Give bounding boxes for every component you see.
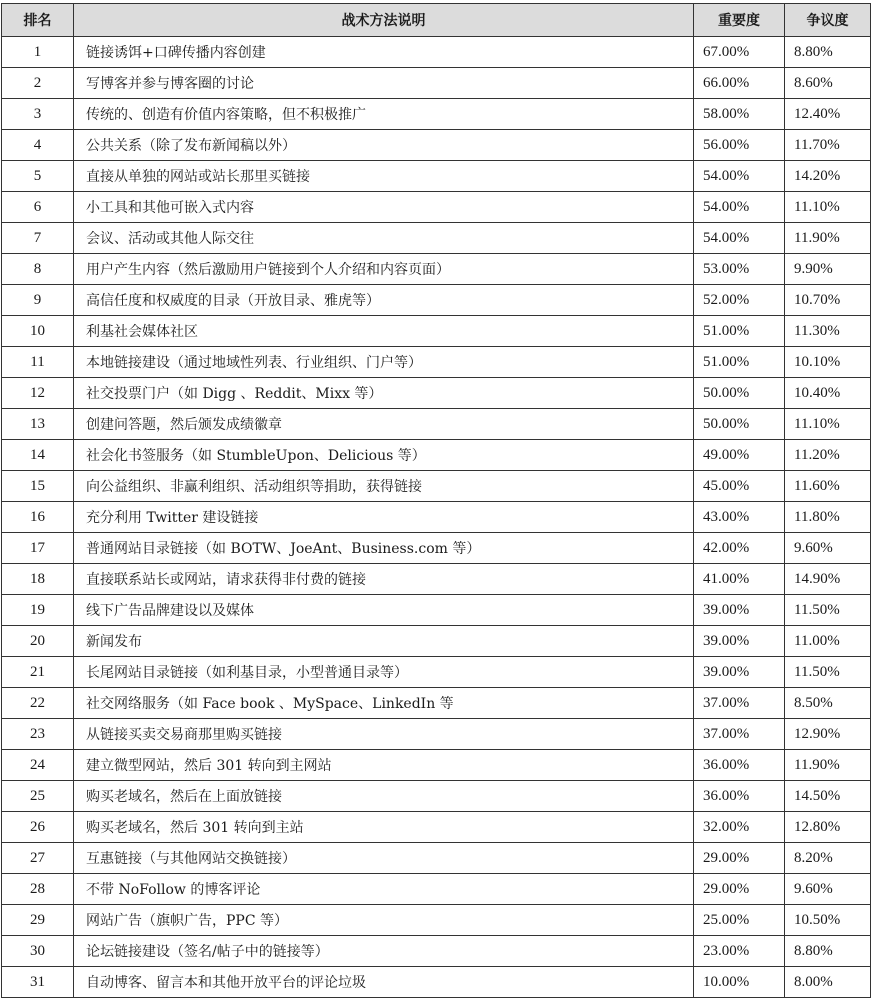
table-row [2,750,871,781]
method-cell: 传统的、创造有价值内容策略，但不积极推广 [74,99,694,130]
table-row [2,161,871,192]
controversy-cell: 11.80% [785,502,871,533]
ranking-table [1,3,871,998]
importance-cell: 10.00% [694,967,785,998]
rank-cell: 27 [2,843,74,874]
method-cell: 从链接买卖交易商那里购买链接 [74,719,694,750]
method-cell: 利基社会媒体社区 [74,316,694,347]
method-cell: 高信任度和权威度的目录（开放目录、雅虎等） [74,285,694,316]
header-controversy: 争议度 [785,4,871,37]
rank-cell: 10 [2,316,74,347]
importance-cell: 49.00% [694,440,785,471]
controversy-cell: 9.60% [785,533,871,564]
table-row [2,843,871,874]
controversy-cell: 11.30% [785,316,871,347]
controversy-cell: 8.80% [785,936,871,967]
importance-cell: 45.00% [694,471,785,502]
importance-cell: 25.00% [694,905,785,936]
table-row [2,967,871,998]
rank-cell: 16 [2,502,74,533]
rank-cell: 5 [2,161,74,192]
table-row [2,719,871,750]
rank-cell: 23 [2,719,74,750]
method-cell: 论坛链接建设（签名/帖子中的链接等） [74,936,694,967]
controversy-cell: 11.10% [785,409,871,440]
method-cell: 本地链接建设（通过地域性列表、行业组织、门户等） [74,347,694,378]
table-row [2,254,871,285]
rank-cell: 6 [2,192,74,223]
method-cell: 普通网站目录链接（如 BOTW、JoeAnt、Business.com 等） [74,533,694,564]
table-row [2,99,871,130]
method-cell: 不带 NoFollow 的博客评论 [74,874,694,905]
importance-cell: 54.00% [694,161,785,192]
controversy-cell: 11.10% [785,192,871,223]
importance-cell: 36.00% [694,781,785,812]
importance-cell: 66.00% [694,68,785,99]
rank-cell: 18 [2,564,74,595]
controversy-cell: 12.40% [785,99,871,130]
controversy-cell: 11.60% [785,471,871,502]
rank-cell: 11 [2,347,74,378]
method-cell: 小工具和其他可嵌入式内容 [74,192,694,223]
controversy-cell: 11.20% [785,440,871,471]
rank-cell: 31 [2,967,74,998]
table-row [2,905,871,936]
controversy-cell: 14.90% [785,564,871,595]
method-cell: 直接从单独的网站或站长那里买链接 [74,161,694,192]
method-cell: 自动博客、留言本和其他开放平台的评论垃圾 [74,967,694,998]
controversy-cell: 11.50% [785,657,871,688]
method-cell: 向公益组织、非赢利组织、活动组织等捐助，获得链接 [74,471,694,502]
table-row [2,533,871,564]
importance-cell: 29.00% [694,874,785,905]
header-importance: 重要度 [694,4,785,37]
table-row [2,564,871,595]
method-cell: 购买老域名，然后在上面放链接 [74,781,694,812]
method-cell: 建立微型网站，然后 301 转向到主网站 [74,750,694,781]
rank-cell: 8 [2,254,74,285]
rank-cell: 13 [2,409,74,440]
rank-cell: 9 [2,285,74,316]
importance-cell: 53.00% [694,254,785,285]
importance-cell: 54.00% [694,223,785,254]
controversy-cell: 10.10% [785,347,871,378]
table-row [2,409,871,440]
controversy-cell: 12.80% [785,812,871,843]
rank-cell: 4 [2,130,74,161]
rank-cell: 12 [2,378,74,409]
method-cell: 直接联系站长或网站，请求获得非付费的链接 [74,564,694,595]
method-cell: 线下广告品牌建设以及媒体 [74,595,694,626]
table-row [2,378,871,409]
importance-cell: 56.00% [694,130,785,161]
method-cell: 购买老域名，然后 301 转向到主站 [74,812,694,843]
importance-cell: 36.00% [694,750,785,781]
rank-cell: 30 [2,936,74,967]
importance-cell: 50.00% [694,409,785,440]
importance-cell: 37.00% [694,719,785,750]
controversy-cell: 11.90% [785,750,871,781]
controversy-cell: 11.70% [785,130,871,161]
controversy-cell: 14.50% [785,781,871,812]
table-row [2,812,871,843]
table-row [2,502,871,533]
rank-cell: 17 [2,533,74,564]
table-row [2,657,871,688]
method-cell: 创建问答题，然后颁发成绩徽章 [74,409,694,440]
method-cell: 社交投票门户（如 Digg 、Reddit、Mixx 等） [74,378,694,409]
rank-cell: 24 [2,750,74,781]
controversy-cell: 11.50% [785,595,871,626]
rank-cell: 25 [2,781,74,812]
method-cell: 用户产生内容（然后激励用户链接到个人介绍和内容页面） [74,254,694,285]
table-row [2,68,871,99]
importance-cell: 52.00% [694,285,785,316]
importance-cell: 41.00% [694,564,785,595]
importance-cell: 51.00% [694,347,785,378]
method-cell: 充分利用 Twitter 建设链接 [74,502,694,533]
importance-cell: 37.00% [694,688,785,719]
table-row [2,440,871,471]
rank-cell: 2 [2,68,74,99]
importance-cell: 43.00% [694,502,785,533]
controversy-cell: 11.90% [785,223,871,254]
table-body [2,37,871,998]
rank-cell: 1 [2,37,74,68]
table-row [2,316,871,347]
controversy-cell: 9.90% [785,254,871,285]
table-row [2,595,871,626]
rank-cell: 20 [2,626,74,657]
method-cell: 长尾网站目录链接（如利基目录，小型普通目录等） [74,657,694,688]
controversy-cell: 8.80% [785,37,871,68]
rank-cell: 28 [2,874,74,905]
method-cell: 社交网络服务（如 Face book 、MySpace、LinkedIn 等 [74,688,694,719]
rank-cell: 21 [2,657,74,688]
table-row [2,936,871,967]
controversy-cell: 11.00% [785,626,871,657]
header-row [2,4,871,37]
table-row [2,688,871,719]
importance-cell: 50.00% [694,378,785,409]
importance-cell: 51.00% [694,316,785,347]
table-row [2,37,871,68]
controversy-cell: 8.60% [785,68,871,99]
controversy-cell: 8.50% [785,688,871,719]
table-row [2,223,871,254]
importance-cell: 29.00% [694,843,785,874]
controversy-cell: 8.00% [785,967,871,998]
controversy-cell: 9.60% [785,874,871,905]
importance-cell: 39.00% [694,626,785,657]
method-cell: 新闻发布 [74,626,694,657]
importance-cell: 39.00% [694,595,785,626]
method-cell: 社会化书签服务（如 StumbleUpon、Delicious 等） [74,440,694,471]
rank-cell: 29 [2,905,74,936]
table-row [2,874,871,905]
importance-cell: 32.00% [694,812,785,843]
controversy-cell: 10.70% [785,285,871,316]
importance-cell: 54.00% [694,192,785,223]
importance-cell: 58.00% [694,99,785,130]
controversy-cell: 8.20% [785,843,871,874]
rank-cell: 15 [2,471,74,502]
table-row [2,347,871,378]
table-row [2,781,871,812]
table-row [2,626,871,657]
table-row [2,285,871,316]
header-rank: 排名 [2,4,74,37]
method-cell: 互惠链接（与其他网站交换链接） [74,843,694,874]
rank-cell: 22 [2,688,74,719]
table-row [2,130,871,161]
importance-cell: 42.00% [694,533,785,564]
rank-cell: 3 [2,99,74,130]
table-row [2,192,871,223]
controversy-cell: 10.50% [785,905,871,936]
method-cell: 链接诱饵+口碑传播内容创建 [74,37,694,68]
method-cell: 写博客并参与博客圈的讨论 [74,68,694,99]
importance-cell: 23.00% [694,936,785,967]
importance-cell: 67.00% [694,37,785,68]
table-header [2,4,871,37]
method-cell: 公共关系（除了发布新闻稿以外） [74,130,694,161]
rank-cell: 19 [2,595,74,626]
method-cell: 会议、活动或其他人际交往 [74,223,694,254]
rank-cell: 7 [2,223,74,254]
importance-cell: 39.00% [694,657,785,688]
controversy-cell: 10.40% [785,378,871,409]
controversy-cell: 14.20% [785,161,871,192]
rank-cell: 14 [2,440,74,471]
method-cell: 网站广告（旗帜广告，PPC 等） [74,905,694,936]
header-method: 战术方法说明 [74,4,694,37]
rank-cell: 26 [2,812,74,843]
controversy-cell: 12.90% [785,719,871,750]
table-row [2,471,871,502]
